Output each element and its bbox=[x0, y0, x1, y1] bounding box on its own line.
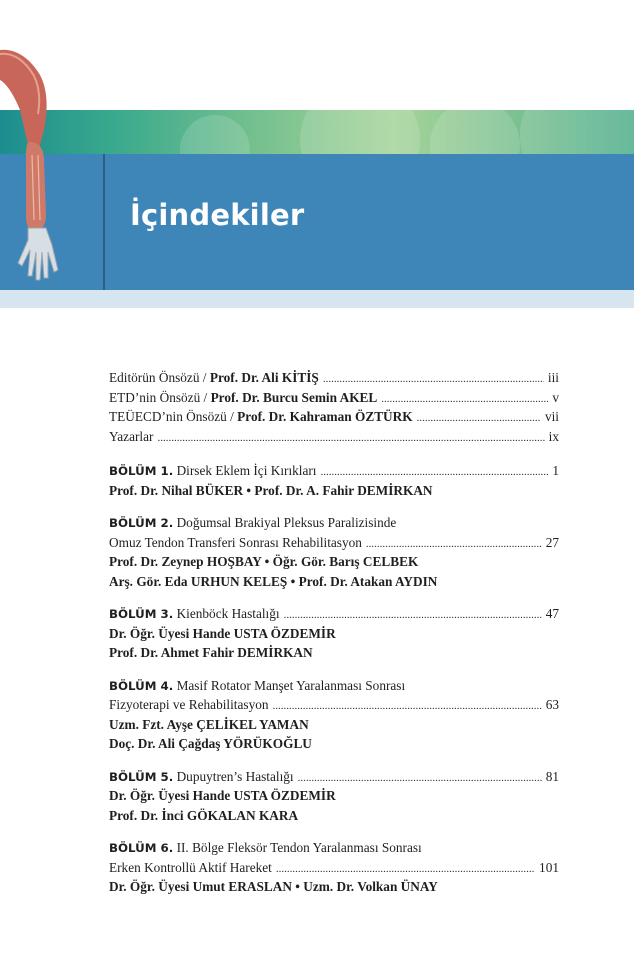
toc-chapter-title: BÖLÜM 1. Dirsek Eklem İçi Kırıkları bbox=[109, 463, 317, 478]
toc-page-number: iii bbox=[547, 370, 559, 385]
toc-front-entry bbox=[109, 407, 559, 427]
toc-chapter-title: BÖLÜM 5. Dupuytren’s Hastalığı bbox=[109, 768, 294, 784]
toc-page-number: v bbox=[552, 389, 559, 405]
toc-entry-title: Editörün Önsözü / Prof. Dr. Ali KİTİŞ bbox=[109, 370, 319, 385]
toc-page-number: 81 bbox=[545, 768, 559, 784]
toc-chapter-title: BÖLÜM 6. II. Bölge Fleksör Tendon Yaralanması Sonrası bbox=[109, 840, 422, 855]
toc-entry-title: TEÜECD’nin Önsözü / Prof. Dr. Kahraman ÖZTÜRK bbox=[109, 409, 413, 424]
toc-entry-author: Prof. Dr. Burcu Semin AKEL bbox=[210, 389, 378, 405]
chapter-label: BÖLÜM 5. bbox=[109, 769, 174, 784]
toc-leader-dots bbox=[321, 463, 549, 481]
chapter-authors: Arş. Gör. Eda URHUN KELEŞ • Prof. Dr. Atakan AYDIN bbox=[109, 573, 438, 589]
chapter-authors: Dr. Öğr. Üyesi Hande USTA ÖZDEMİR bbox=[109, 788, 336, 803]
chapter-label: BÖLÜM 3. bbox=[109, 607, 174, 621]
toc-chapter-title-line bbox=[109, 676, 559, 696]
toc-entry-title: Yazarlar bbox=[109, 428, 154, 444]
chapter-authors: Prof. Dr. Nihal BÜKER • Prof. Dr. A. Fahir DEMİRKAN bbox=[109, 482, 433, 498]
chapter-authors: Doç. Dr. Ali Çağdaş YÖRÜKOĞLU bbox=[109, 736, 312, 751]
chapter-authors: Dr. Öğr. Üyesi Umut ERASLAN • Uzm. Dr. Volkan ÜNAY bbox=[109, 879, 438, 894]
toc-page-number: 101 bbox=[539, 859, 559, 875]
toc-page-number: 63 bbox=[545, 697, 559, 712]
chapter-authors: Prof. Dr. İnci GÖKALAN KARA bbox=[109, 807, 299, 823]
page-title: İçindekiler bbox=[130, 198, 305, 232]
chapter-authors: Prof. Dr. Ahmet Fahir DEMİRKAN bbox=[109, 645, 313, 660]
toc-chapter bbox=[109, 461, 559, 500]
chapter-label: BÖLÜM 1. bbox=[109, 464, 174, 478]
toc-page-number: 1 bbox=[552, 463, 559, 478]
toc-chapter-title-line bbox=[109, 767, 559, 787]
toc-chapter bbox=[109, 767, 559, 826]
toc-front-entry bbox=[109, 427, 559, 447]
spacer bbox=[109, 446, 559, 461]
toc-entry-author: Prof. Dr. Kahraman ÖZTÜRK bbox=[237, 409, 413, 424]
toc-chapter-title-line bbox=[109, 604, 559, 624]
toc-chapter-title-line bbox=[109, 838, 559, 858]
toc-leader-dots bbox=[276, 860, 535, 878]
chapter-authors: Prof. Dr. Zeynep HOŞBAY • Öğr. Gör. Barış CELBEK bbox=[109, 554, 419, 569]
header-light-band bbox=[0, 290, 634, 308]
chapter-authors: Dr. Öğr. Üyesi Hande USTA ÖZDEMİR bbox=[109, 625, 336, 641]
toc-leader-dots bbox=[284, 606, 542, 624]
chapter-label: BÖLÜM 6. bbox=[109, 841, 174, 855]
toc-page-number: 47 bbox=[545, 606, 559, 621]
toc-chapter-title: Erken Kontrollü Aktif Hareket bbox=[109, 859, 272, 875]
table-of-contents bbox=[109, 368, 559, 897]
toc-page-number: ix bbox=[548, 428, 559, 444]
toc-chapter-title: Fizyoterapi ve Rehabilitasyon bbox=[109, 697, 269, 712]
toc-leader-dots bbox=[323, 370, 544, 388]
toc-entry-author: Prof. Dr. Ali KİTİŞ bbox=[209, 370, 319, 385]
toc-chapter-title-line bbox=[109, 461, 559, 481]
spacer bbox=[109, 591, 559, 604]
toc-leader-dots bbox=[273, 697, 542, 715]
toc-chapter-title: BÖLÜM 2. Doğumsal Brakiyal Pleksus Paralizisinde bbox=[109, 515, 397, 530]
spacer bbox=[109, 754, 559, 767]
toc-chapter-title-line bbox=[109, 533, 559, 553]
toc-leader-dots bbox=[157, 429, 544, 447]
toc-chapter bbox=[109, 604, 559, 663]
chapter-authors: Uzm. Fzt. Ayşe ÇELİKEL YAMAN bbox=[109, 716, 309, 732]
toc-leader-dots bbox=[298, 769, 542, 787]
anatomical-arm-illustration bbox=[0, 30, 110, 290]
toc-chapter-title-line bbox=[109, 695, 559, 715]
toc-front-entry bbox=[109, 388, 559, 408]
toc-chapter-title-line bbox=[109, 513, 559, 533]
toc-page-number: vii bbox=[544, 409, 559, 424]
toc-leader-dots bbox=[366, 535, 542, 553]
toc-entry-title: ETD’nin Önsözü / Prof. Dr. Burcu Semin AKEL bbox=[109, 389, 378, 405]
toc-leader-dots bbox=[417, 409, 541, 427]
spacer bbox=[109, 825, 559, 838]
toc-front-entry bbox=[109, 368, 559, 388]
spacer bbox=[109, 663, 559, 676]
toc-chapter-title-line bbox=[109, 858, 559, 878]
chapter-label: BÖLÜM 4. bbox=[109, 678, 174, 693]
toc-page-number: 27 bbox=[545, 534, 559, 550]
toc-chapter-title: BÖLÜM 4. Masif Rotator Manşet Yaralanması Sonrası bbox=[109, 677, 406, 693]
toc-chapter-title: Omuz Tendon Transferi Sonrası Rehabilitasyon bbox=[109, 534, 362, 550]
toc-chapter bbox=[109, 838, 559, 897]
toc-chapter bbox=[109, 513, 559, 591]
toc-chapter bbox=[109, 676, 559, 754]
chapter-label: BÖLÜM 2. bbox=[109, 516, 174, 530]
toc-chapter-title: BÖLÜM 3. Kienböck Hastalığı bbox=[109, 606, 280, 621]
spacer bbox=[109, 500, 559, 513]
toc-leader-dots bbox=[381, 390, 548, 408]
